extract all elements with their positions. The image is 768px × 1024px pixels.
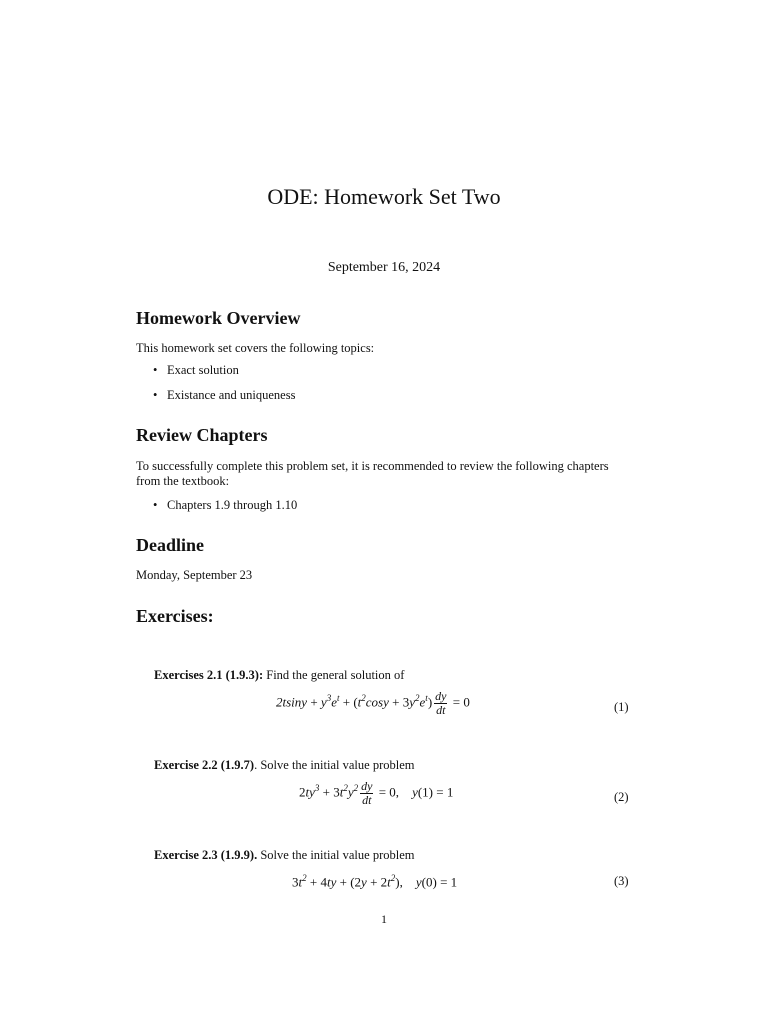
chapter-label: Chapters 1.9 through 1.10 bbox=[167, 498, 298, 512]
equation-number: (1) bbox=[614, 700, 629, 714]
review-intro: To successfully complete this problem set, it is recommended to review the following chapters from the textbook: bbox=[136, 459, 609, 488]
equation-number: (2) bbox=[614, 790, 629, 804]
topic-label: Exact solution bbox=[167, 363, 239, 377]
equation-3: $3t^2 + 4ty + (2y + 2t^2)$, y(0) = 1 bbox=[292, 873, 458, 890]
exercise-label: Exercises 2.1 (1.9.3): bbox=[154, 668, 264, 682]
document-title: ODE: Homework Set Two bbox=[267, 184, 501, 209]
bullet-icon: • bbox=[153, 363, 158, 377]
chapter-item bbox=[153, 498, 297, 513]
equation-1: $2tsiny + y^3e^t + (t^2\cos y + 3y^2e^t)$ $\frac{dy}{dt}$ = 0 bbox=[276, 689, 470, 717]
deadline-heading: Deadline bbox=[136, 535, 205, 555]
exercise-2-2 bbox=[154, 758, 414, 773]
overview-heading: Homework Overview bbox=[136, 308, 301, 328]
review-heading: Review Chapters bbox=[136, 425, 268, 445]
equation-number: (3) bbox=[614, 874, 629, 888]
topic-item bbox=[153, 363, 239, 378]
exercise-text: Solve the initial value problem bbox=[257, 848, 415, 862]
overview-intro: This homework set covers the following topics: bbox=[136, 341, 375, 355]
exercise-2-1 bbox=[154, 668, 404, 683]
exercise-label: Exercise 2.3 (1.9.9). bbox=[154, 848, 258, 862]
exercise-2-3 bbox=[154, 848, 414, 863]
bullet-icon: • bbox=[153, 388, 158, 402]
page-number: 1 bbox=[381, 912, 387, 926]
equation-2: $2ty^3 + 3t^2y^2$ $\frac{dy}{dt}$ = 0, y(1) = 1 bbox=[299, 779, 454, 807]
deadline-text: Monday, September 23 bbox=[136, 568, 253, 582]
exercise-text: . Solve the initial value problem bbox=[254, 758, 415, 772]
topic-item bbox=[153, 388, 295, 403]
bullet-icon: • bbox=[153, 498, 158, 512]
topic-label: Existance and uniqueness bbox=[167, 388, 296, 402]
document-date: September 16, 2024 bbox=[327, 260, 441, 275]
exercise-label: Exercise 2.2 (1.9.7) bbox=[154, 758, 255, 772]
exercise-text: Find the general solution of bbox=[263, 668, 405, 682]
exercises-heading: Exercises: bbox=[136, 606, 214, 626]
